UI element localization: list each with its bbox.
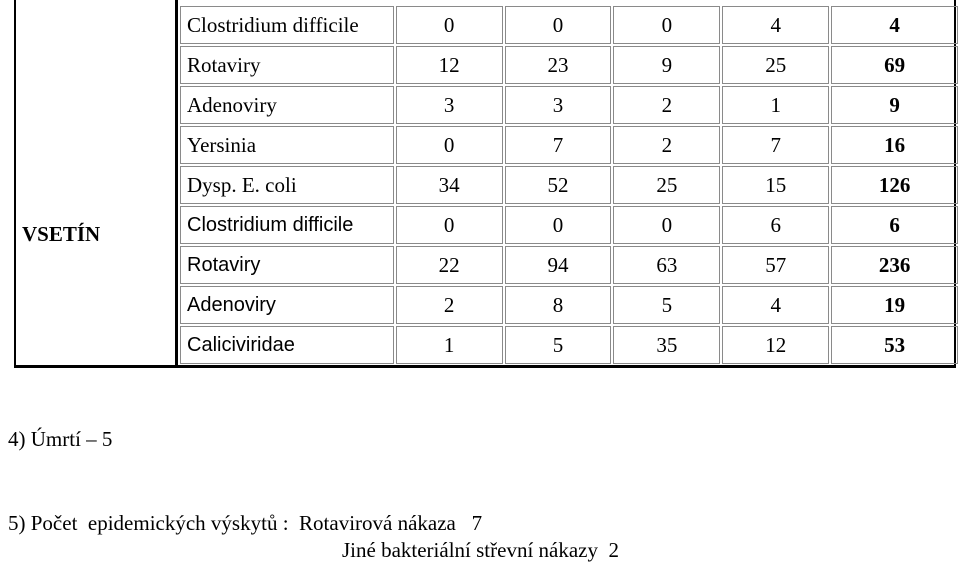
value-cell: 4 [722,6,829,44]
outbreaks-note-continued: Jiné bakteriální střevní nákazy 2 [342,538,619,562]
value-cell: 2 [396,286,503,324]
value-cell: 3 [505,86,612,124]
value-cell: 25 [613,166,720,204]
value-cell: 52 [505,166,612,204]
table-row [180,86,958,124]
value-cell: 2 [613,126,720,164]
total-cell: 9 [831,86,958,124]
total-cell: 6 [831,206,958,244]
value-cell: 4 [722,286,829,324]
value-cell: 2 [613,86,720,124]
value-cell: 12 [722,326,829,364]
value-cell: 94 [505,246,612,284]
total-cell: 19 [831,286,958,324]
outbreaks-note: 5) Počet epidemických výskytů : Rotavirová nákaza 7 [8,511,483,535]
value-cell: 63 [613,246,720,284]
region-column [14,0,178,368]
total-cell: 69 [831,46,958,84]
value-cell: 0 [505,6,612,44]
value-cell: 35 [613,326,720,364]
total-cell: 126 [831,166,958,204]
value-cell: 5 [505,326,612,364]
pathogen-name-cell: Dysp. E. coli [180,166,394,204]
pathogen-name-cell: Rotaviry [180,246,394,284]
pathogen-name-cell: Clostridium difficile [180,6,394,44]
value-cell: 23 [505,46,612,84]
pathogen-name-cell: Adenoviry [180,86,394,124]
deaths-note: 4) Úmrtí – 5 [8,427,113,451]
table-row [180,166,958,204]
data-table [178,4,960,366]
value-cell: 1 [396,326,503,364]
value-cell: 12 [396,46,503,84]
table-row [180,246,958,284]
value-cell: 0 [613,6,720,44]
value-cell: 5 [613,286,720,324]
total-cell: 4 [831,6,958,44]
value-cell: 0 [505,206,612,244]
value-cell: 0 [396,206,503,244]
pathogen-name-cell: Caliciviridae [180,326,394,364]
table-row [180,286,958,324]
value-cell: 6 [722,206,829,244]
region-label: VSETÍN [22,222,101,246]
value-cell: 0 [396,6,503,44]
pathogen-name-cell: Clostridium difficile [180,206,394,244]
value-cell: 34 [396,166,503,204]
pathogen-name-cell: Rotaviry [180,46,394,84]
table-row [180,126,958,164]
value-cell: 22 [396,246,503,284]
value-cell: 9 [613,46,720,84]
value-cell: 7 [505,126,612,164]
value-cell: 0 [613,206,720,244]
pathogen-name-cell: Adenoviry [180,286,394,324]
total-cell: 236 [831,246,958,284]
value-cell: 1 [722,86,829,124]
value-cell: 8 [505,286,612,324]
value-cell: 3 [396,86,503,124]
table-row [180,326,958,364]
value-cell: 15 [722,166,829,204]
table-row [180,46,958,84]
total-cell: 16 [831,126,958,164]
data-table-body [180,6,958,364]
pathogen-name-cell: Yersinia [180,126,394,164]
value-cell: 25 [722,46,829,84]
total-cell: 53 [831,326,958,364]
value-cell: 7 [722,126,829,164]
table-row [180,206,958,244]
table-row [180,6,958,44]
value-cell: 57 [722,246,829,284]
value-cell: 0 [396,126,503,164]
